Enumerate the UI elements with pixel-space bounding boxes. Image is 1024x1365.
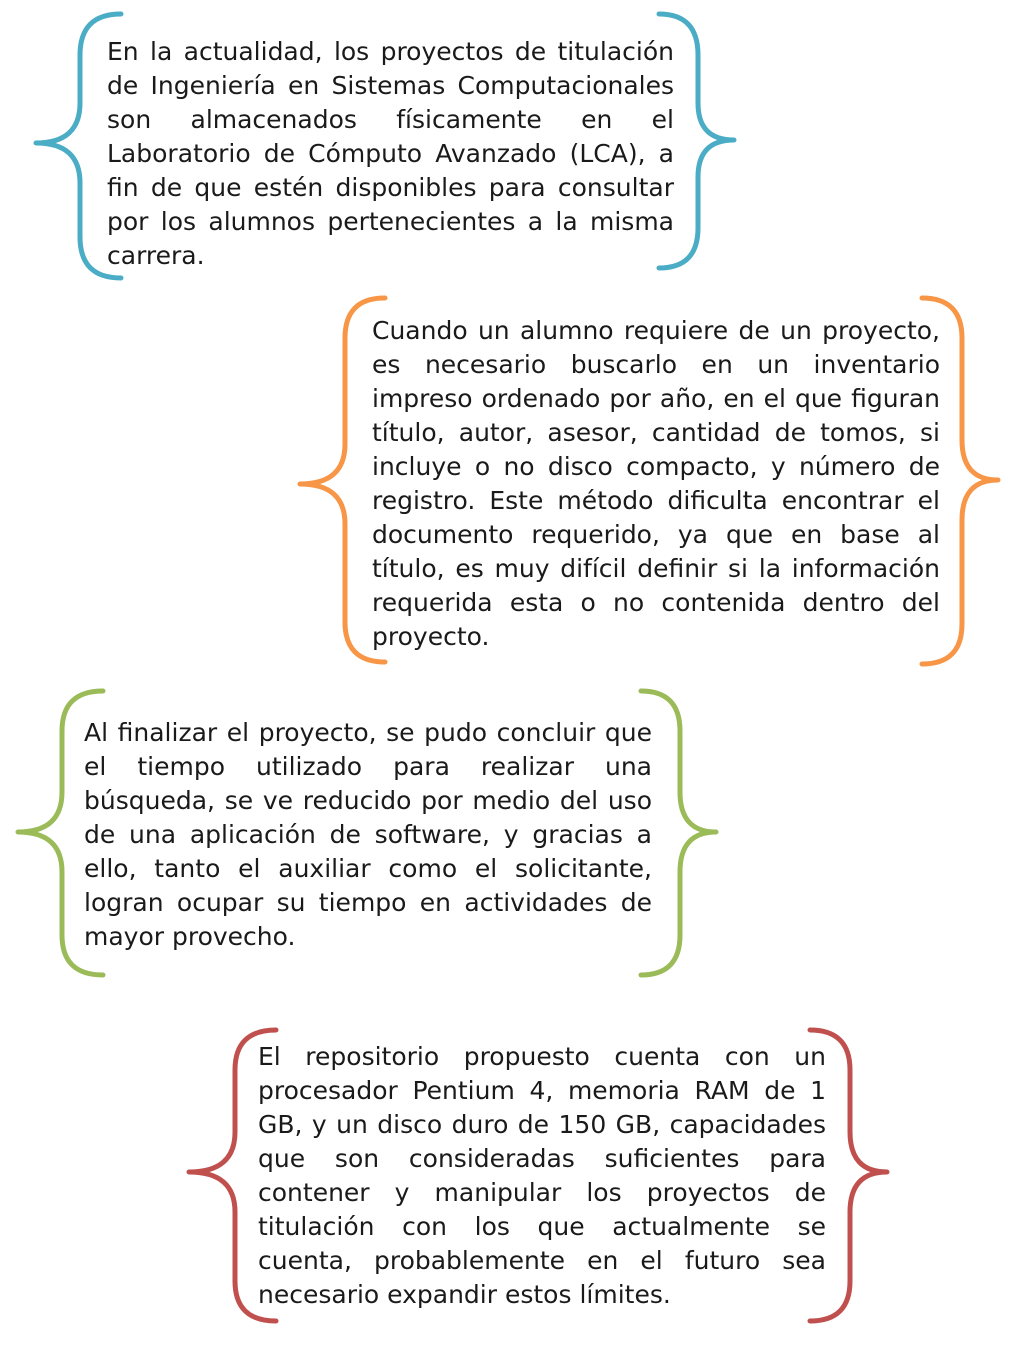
paragraph-problem: Cuando un alumno requiere de un proyecto, es necesario buscarlo en un inventario impreso ordenado por año, en el que figuran título, autor, asesor, cantidad de tomos, si incluye o no disco compacto, y número de registro. Este método dificulta encontrar el documento requerido, ya que en base al título, es muy difícil definir si la información requerida esta o no contenida dentro del proyecto. bbox=[372, 316, 940, 651]
right-brace-icon bbox=[641, 691, 716, 975]
paragraph-actual-state: En la actualidad, los proyectos de titulación de Ingeniería en Sistemas Computacionales son almacenados físicamente en el Laboratorio de Cómputo Avanzado (LCA), a fin de que estén disponibles para consultar por los alumnos pertenecientes a la misma carrera. bbox=[107, 37, 674, 270]
paragraph-conclusion: Al finalizar el proyecto, se pudo concluir que el tiempo utilizado para realizar una búsqueda, se ve reducido por medio del uso de una aplicación de software, y gracias a ello, tanto el auxiliar como el solicitante, logran ocupar su tiempo en actividades de mayor provecho. bbox=[84, 718, 652, 951]
paragraph-repository: El repositorio propuesto cuenta con un procesador Pentium 4, memoria RAM de 1 GB, y un disco duro de 150 GB, capacidades que son consideradas suficientes para contener y manipular los proyectos de titulación con los que actualmente se cuenta, probablemente en el futuro sea necesario expandir estos límites. bbox=[258, 1042, 826, 1309]
